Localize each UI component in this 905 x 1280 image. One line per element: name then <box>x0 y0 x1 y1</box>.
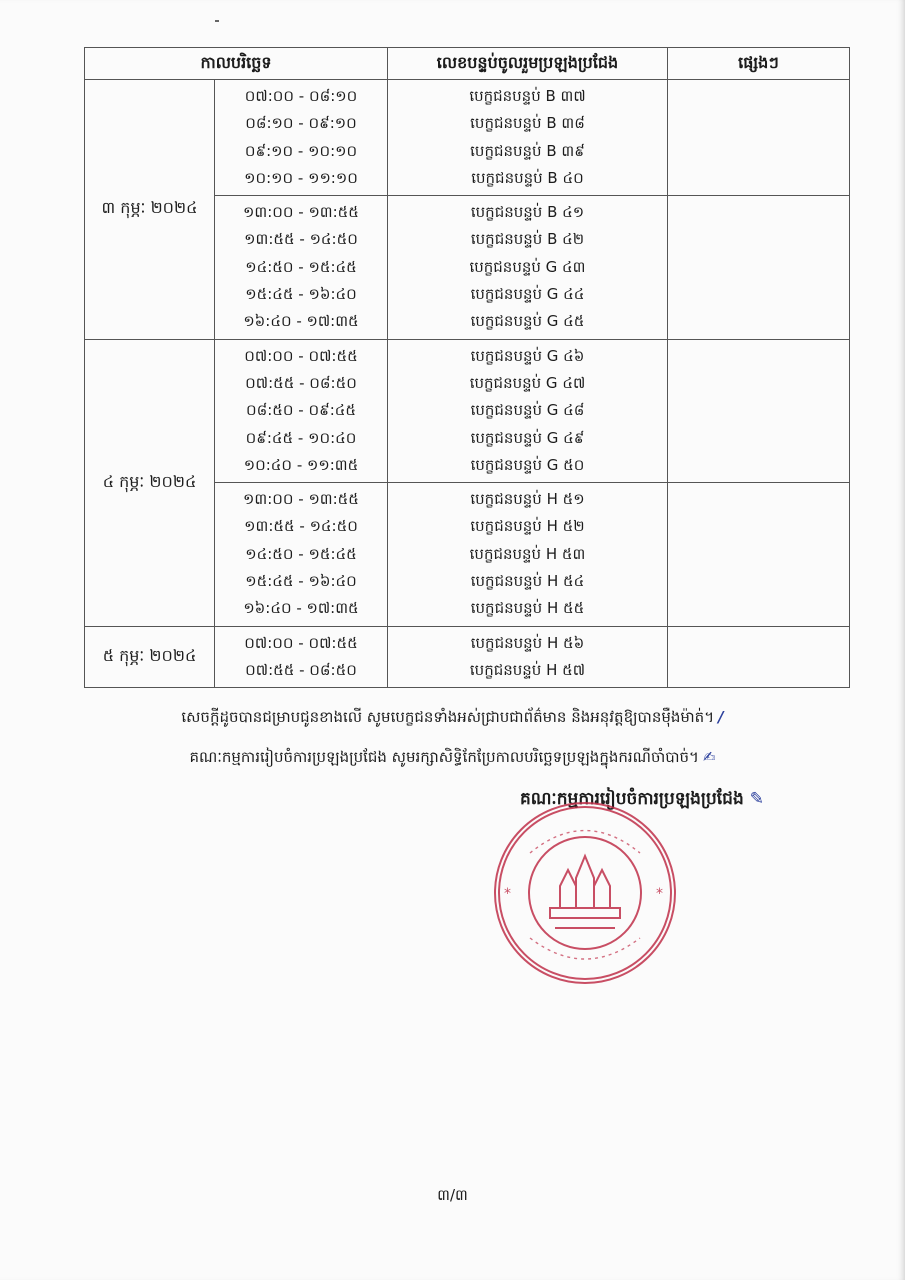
room-label: បេក្ខជនបន្ទប់ H ៥៤ <box>470 572 585 591</box>
time-slot: ០៧:៥៥ - ០៨:៥០ <box>245 660 357 679</box>
room-label: បេក្ខជនបន្ទប់ B ៤២ <box>470 230 585 249</box>
room-label: បេក្ខជនបន្ទប់ B ៣៩ <box>470 141 585 160</box>
room-label: បេក្ខជនបន្ទប់ H ៥៦ <box>470 633 585 652</box>
time-slot: ០៨:៥០ - ០៩:៤៥ <box>245 401 357 420</box>
other-cell <box>668 196 850 339</box>
table-header-row <box>85 48 850 80</box>
note-line-1 <box>0 708 905 730</box>
table-row <box>85 626 850 688</box>
time-slot: ១៣:៥៥ - ១៤:៥០ <box>244 517 358 536</box>
room-label: បេក្ខជនបន្ទប់ B ៣៨ <box>470 114 585 133</box>
other-cell <box>668 483 850 626</box>
time-slot: ១៥:៤៥ - ១៦:៤០ <box>245 285 357 304</box>
other-cell <box>668 80 850 196</box>
time-slot: ១៤:៥០ - ១៥:៤៥ <box>245 257 357 276</box>
room-cell <box>388 483 668 626</box>
committee-name: គណៈកម្មការរៀបចំការប្រឡងប្រជែង <box>520 789 744 809</box>
time-slot: ១៣:៥៥ - ១៤:៥០ <box>244 230 358 249</box>
date-cell: ៣ កុម្ភៈ ២០២៤ <box>85 80 215 340</box>
room-label: បេក្ខជនបន្ទប់ G ៤៣ <box>469 257 586 276</box>
official-seal-stamp <box>490 798 680 988</box>
other-cell <box>668 339 850 482</box>
room-label: បេក្ខជនបន្ទប់ G ៤៥ <box>470 312 585 331</box>
header-period: កាលបរិច្ឆេទ <box>85 48 388 80</box>
time-slot-cell <box>215 339 388 482</box>
time-slot: ១៣:០០ - ១៣:៥៥ <box>243 203 359 222</box>
header-other: ផ្សេងៗ <box>668 48 850 80</box>
time-slot: ១០:៤០ - ១១:៣៥ <box>243 455 359 474</box>
time-slot-cell <box>215 196 388 339</box>
room-label: បេក្ខជនបន្ទប់ B ៣៧ <box>469 87 586 105</box>
time-slot: ០៩:៤៥ - ១០:៤០ <box>245 428 357 447</box>
date-cell: ៤ កុម្ភៈ ២០២៤ <box>85 339 215 626</box>
time-slot: ០៧:០០ - ០៧:៥៥ <box>244 346 358 365</box>
room-label: បេក្ខជនបន្ទប់ G ៥០ <box>470 455 585 474</box>
room-label: បេក្ខជនបន្ទប់ H ៥៧ <box>469 660 586 679</box>
handwritten-signature: ✎ <box>749 789 764 809</box>
time-slot: ១៤:៥០ - ១៥:៤៥ <box>245 544 357 563</box>
room-label: បេក្ខជនបន្ទប់ B ៤០ <box>471 168 584 187</box>
svg-text:*: * <box>656 886 663 902</box>
room-label: បេក្ខជនបន្ទប់ B ៤១ <box>470 203 585 222</box>
page-number: ៣/៣ <box>437 1186 468 1204</box>
initial-signature: ✍ <box>702 748 716 766</box>
initial-mark: / <box>718 708 724 726</box>
time-slot: ០៩:១០ - ១០:១០ <box>244 141 358 160</box>
time-slot-cell <box>215 80 388 196</box>
scan-mark <box>215 20 219 22</box>
time-slot: ១៦:៤០ - ១៧:៣៥ <box>243 312 359 331</box>
schedule-body <box>85 80 850 688</box>
room-label: បេក្ខជនបន្ទប់ G ៤៨ <box>470 401 585 420</box>
room-label: បេក្ខជនបន្ទប់ G ៤៩ <box>470 428 585 447</box>
temple-icon <box>550 856 620 928</box>
other-cell <box>668 626 850 688</box>
table-row <box>85 80 850 196</box>
room-label: បេក្ខជនបន្ទប់ G ៤៤ <box>470 285 585 304</box>
time-slot-cell <box>215 483 388 626</box>
time-slot: ១៥:៤៥ - ១៦:៤០ <box>245 572 357 591</box>
exam-schedule-table <box>84 47 850 688</box>
date-cell: ៥ កុម្ភៈ ២០២៤ <box>85 626 215 688</box>
room-cell <box>388 339 668 482</box>
time-slot: ១០:១០ - ១១:១០ <box>244 168 358 187</box>
note-text-2: គណៈកម្មការរៀបចំការប្រឡងប្រជែង សូមរក្សាសិទ្ធិកែប្រែកាលបរិច្ឆេទប្រឡងក្នុងករណីចាំបាច់។ <box>189 748 699 766</box>
svg-text:*: * <box>504 886 511 902</box>
note-line-2 <box>0 748 905 770</box>
time-slot-cell <box>215 626 388 688</box>
time-slot: ០៧:០០ - ០៧:៥៥ <box>244 633 358 652</box>
note-text-1: សេចក្ដីដូចបានជម្រាបជូនខាងលើ សូមបេក្ខជនទាំងអស់ជ្រាបជាព័ត៌មាន និងអនុវត្តឱ្យបានម៉ឺងម៉ាត់។ <box>181 708 715 726</box>
room-label: បេក្ខជនបន្ទប់ H ៥២ <box>470 517 585 536</box>
room-cell <box>388 626 668 688</box>
room-cell <box>388 196 668 339</box>
time-slot: ០៧:០០ - ០៨:១០ <box>244 87 358 105</box>
room-label: បេក្ខជនបន្ទប់ H ៥៥ <box>470 599 585 618</box>
room-cell <box>388 80 668 196</box>
room-label: បេក្ខជនបន្ទប់ H ៥១ <box>470 490 585 509</box>
time-slot: ១៦:៤០ - ១៧:៣៥ <box>243 599 359 618</box>
time-slot: ១៣:០០ - ១៣:៥៥ <box>243 490 359 509</box>
time-slot: ០៨:១០ - ០៩:១០ <box>245 114 357 133</box>
room-label: បេក្ខជនបន្ទប់ H ៥៣ <box>469 544 586 563</box>
time-slot: ០៧:៥៥ - ០៨:៥០ <box>245 373 357 392</box>
room-label: បេក្ខជនបន្ទប់ G ៤៦ <box>470 346 585 365</box>
table-row <box>85 339 850 482</box>
header-room: លេខបន្ទប់ចូលរួមប្រឡងប្រជែង <box>388 48 668 80</box>
room-label: បេក្ខជនបន្ទប់ G ៤៧ <box>469 373 586 392</box>
